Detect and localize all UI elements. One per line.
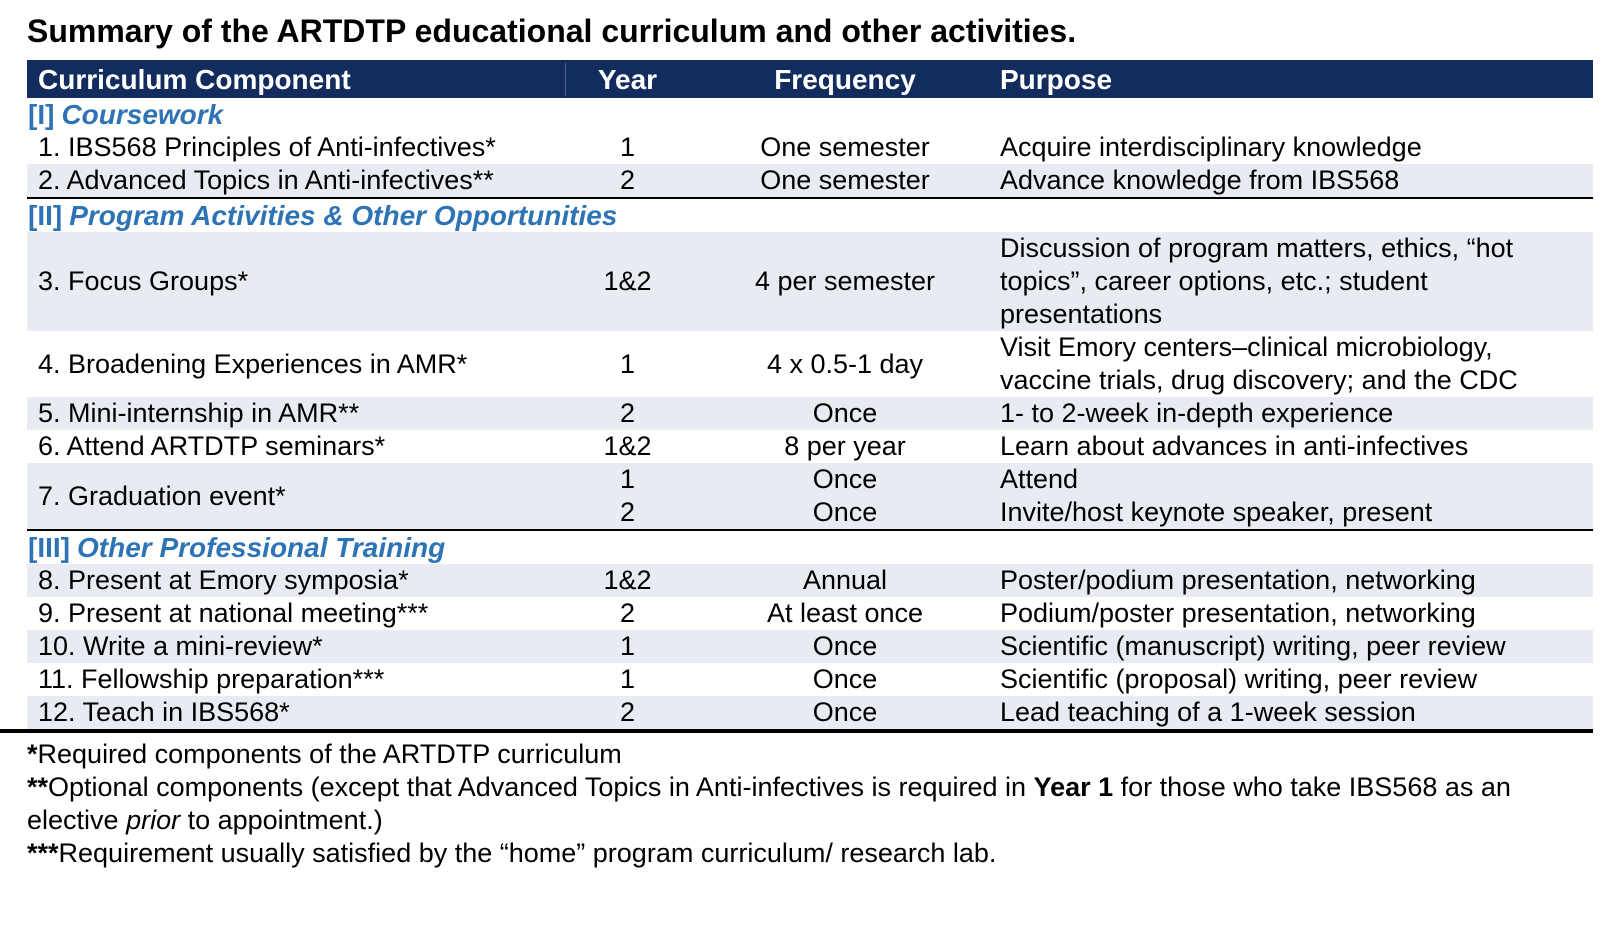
table-row [27,463,1593,529]
component-cell: 1. IBS568 Principles of Anti-infectives* [38,132,496,162]
component-cell: 3. Focus Groups* [38,266,249,296]
year-cell: 1 [619,132,636,162]
section-name: Program Activities & Other Opportunities [69,200,618,231]
year-cell: 1 [619,631,636,661]
page-title: Summary of the ARTDTP educational curriculum and other activities. [27,13,1077,49]
year-cell: 1&2 [603,565,652,595]
frequency-stack [690,463,1000,529]
section-name: Coursework [61,99,224,130]
year-stack [565,463,690,529]
frequency-cell: 4 per semester [754,266,936,296]
year-subvalue: 1 [619,464,636,494]
purpose-cell: Visit Emory centers–clinical microbiology, vaccine trials, drug discovery; and the CDC [1000,332,1518,395]
section-header-other-professional-training [27,531,1593,564]
purpose-subvalue: Attend [1000,464,1079,494]
frequency-cell: Once [812,697,878,727]
table-row [27,597,1593,630]
column-header-frequency: Frequency [774,63,916,95]
table-row [27,430,1593,463]
purpose-cell: Podium/poster presentation, networking [1000,598,1476,628]
component-cell: 11. Fellowship preparation*** [38,664,385,694]
table-row [27,331,1593,397]
footnote-text: to appointment.) [180,805,383,835]
frequency-cell: Once [812,631,878,661]
purpose-cell: Learn about advances in anti-infectives [1000,431,1469,461]
purpose-stack [1000,463,1575,529]
frequency-cell: Once [812,398,878,428]
frequency-cell: Once [812,664,878,694]
footnote-text: Year 1 [1033,772,1114,802]
section-numeral: [I] [28,99,55,130]
year-cell: 1&2 [603,266,652,296]
footnote-text: for those who take IBS568 as an elective [27,772,1511,835]
footnote-text: *** [27,838,59,868]
purpose-cell: 1- to 2-week in-depth experience [1000,398,1394,428]
column-header-curriculum-component: Curriculum Component [38,63,351,95]
table-row [27,564,1593,597]
purpose-cell: Advance knowledge from IBS568 [1000,165,1400,195]
footnote-text: Requirement usually satisfied by the “home” program curriculum/ research lab. [58,838,997,868]
frequency-subvalue: Once [812,464,878,494]
table-row [27,663,1593,696]
section-name: Other Professional Training [77,532,446,563]
year-cell: 1&2 [603,431,652,461]
year-cell [565,463,690,529]
frequency-cell: One semester [760,165,930,195]
column-header-purpose: Purpose [1000,63,1113,95]
component-cell: 4. Broadening Experiences in AMR* [38,348,468,379]
component-cell: 2. Advanced Topics in Anti-infectives** [38,165,494,195]
frequency-cell: 4 x 0.5-1 day [766,348,924,379]
footnote-2 [27,771,1587,837]
section-header-program-activities [27,199,1593,232]
section-numeral: [III] [28,532,70,563]
footnote-3 [27,837,1587,870]
component-cell: 5. Mini-internship in AMR** [38,398,360,428]
table-header-row [27,60,1593,98]
year-cell: 2 [619,697,636,727]
component-cell: 10. Write a mini-review* [38,631,323,661]
frequency-cell: One semester [760,132,930,162]
section-numeral: [II] [28,200,63,231]
table-row [27,696,1593,729]
table-bottom-rule [0,729,1593,733]
year-cell: 2 [619,598,636,628]
component-cell: 7. Graduation event* [38,480,286,511]
curriculum-table [27,60,1593,729]
purpose-cell [1000,463,1593,529]
purpose-cell: Lead teaching of a 1-week session [1000,697,1416,727]
frequency-cell [690,463,1000,529]
year-subvalue: 2 [619,497,636,527]
table-row [27,232,1593,331]
table-row [27,630,1593,663]
footnote-text: Optional components (except that Advanced Topics in Anti-infectives is required in [48,772,1034,802]
year-cell: 2 [619,165,636,195]
purpose-cell: Scientific (proposal) writing, peer review [1000,664,1478,694]
table-body [27,98,1593,729]
table-row [27,131,1593,164]
year-cell: 1 [619,664,636,694]
component-cell: 8. Present at Emory symposia* [38,565,409,595]
footnote-text: Required components of the ARTDTP curriculum [37,739,622,769]
year-cell: 1 [619,348,636,379]
footnote-text: ** [27,772,49,802]
purpose-subvalue: Invite/host keynote speaker, present [1000,497,1433,527]
component-cell: 12. Teach in IBS568* [38,697,290,727]
year-cell: 2 [619,398,636,428]
component-cell: 9. Present at national meeting*** [38,598,429,628]
column-header-year: Year [565,63,690,96]
frequency-cell: 8 per year [784,431,906,461]
purpose-cell: Poster/podium presentation, networking [1000,565,1476,595]
frequency-subvalue: Once [812,497,878,527]
section-header-coursework [27,98,1593,131]
table-row [27,164,1593,197]
footnote-text: * [27,739,38,769]
footnote-text: prior [126,805,181,835]
purpose-cell: Acquire interdisciplinary knowledge [1000,132,1422,162]
table-row [27,397,1593,430]
purpose-cell: Scientific (manuscript) writing, peer review [1000,631,1506,661]
purpose-cell: Discussion of program matters, ethics, “hot topics”, career options, etc.; student presentations [1000,233,1514,329]
footnotes [27,738,1587,870]
footnote-1 [27,738,1587,771]
frequency-cell: At least once [766,598,924,628]
frequency-cell: Annual [802,565,888,595]
component-cell: 6. Attend ARTDTP seminars* [38,431,386,461]
